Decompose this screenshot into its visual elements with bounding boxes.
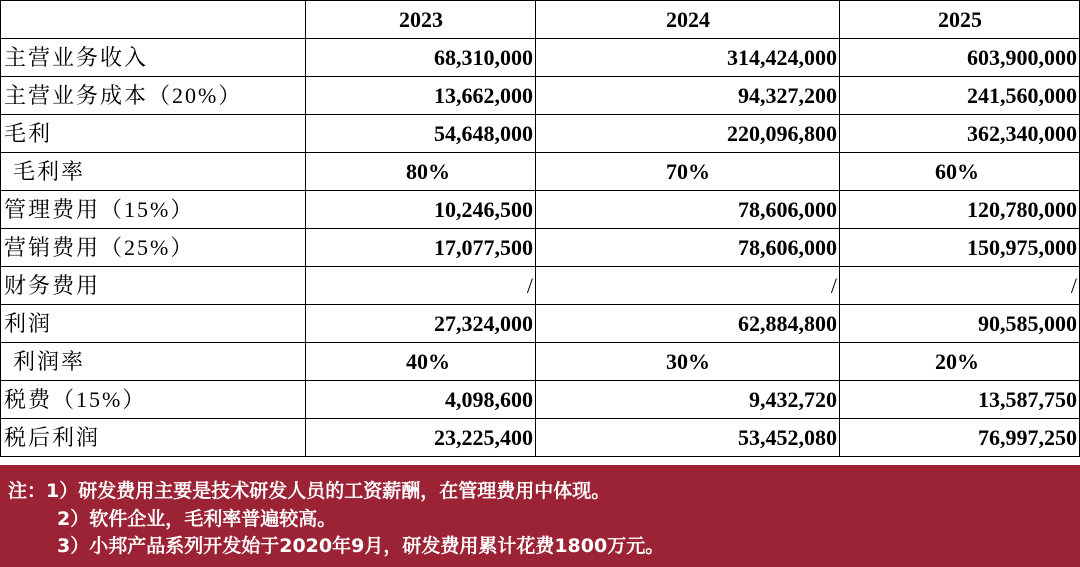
cell-2024: /: [536, 267, 840, 305]
row-label: 主营业务收入: [1, 39, 306, 77]
cell-2024: 94,327,200: [536, 77, 840, 115]
cell-2025: 13,587,750: [840, 381, 1080, 419]
cell-2024: 314,424,000: [536, 39, 840, 77]
cell-2025: 90,585,000: [840, 305, 1080, 343]
cell-2025: 241,560,000: [840, 77, 1080, 115]
cell-2024: 9,432,720: [536, 381, 840, 419]
row-profit-margin: [1, 343, 1080, 381]
row-label: 营销费用（25%）: [1, 229, 306, 267]
row-profit: [1, 305, 1080, 343]
cell-2024: 78,606,000: [536, 229, 840, 267]
row-tax: [1, 381, 1080, 419]
row-finance-expense: [1, 267, 1080, 305]
cell-2023: 80%: [306, 153, 536, 191]
row-label: 管理费用（15%）: [1, 191, 306, 229]
note-line-2: 2）软件企业，毛利率普遍较高。: [57, 508, 337, 530]
row-gross-margin: [1, 153, 1080, 191]
cell-2024: 53,452,080: [536, 419, 840, 457]
cell-2025: /: [840, 267, 1080, 305]
cell-2023: 40%: [306, 343, 536, 381]
note-line-3: 3）小邦产品系列开发始于2020年9月，研发费用累计花费1800万元。: [57, 535, 665, 557]
row-gross-profit: [1, 115, 1080, 153]
cell-2023: 13,662,000: [306, 77, 536, 115]
cell-2023: 23,225,400: [306, 419, 536, 457]
header-year-2025: 2025: [840, 1, 1080, 39]
cell-2025: 603,900,000: [840, 39, 1080, 77]
cell-2025: 76,997,250: [840, 419, 1080, 457]
cell-2025: 120,780,000: [840, 191, 1080, 229]
header-row: [1, 1, 1080, 39]
cell-2023: 4,098,600: [306, 381, 536, 419]
cell-2024: 30%: [536, 343, 840, 381]
cell-2025: 150,975,000: [840, 229, 1080, 267]
cell-2023: 10,246,500: [306, 191, 536, 229]
row-main-cost: [1, 77, 1080, 115]
row-label: 财务费用: [1, 267, 306, 305]
row-label: 毛利: [1, 115, 306, 153]
notes-banner: [0, 465, 1080, 567]
header-year-2024: 2024: [536, 1, 840, 39]
cell-2024: 220,096,800: [536, 115, 840, 153]
cell-2023: 54,648,000: [306, 115, 536, 153]
cell-2025: 20%: [840, 343, 1080, 381]
cell-2023: 17,077,500: [306, 229, 536, 267]
row-label: 毛利率: [1, 153, 306, 191]
cell-2024: 70%: [536, 153, 840, 191]
cell-2025: 362,340,000: [840, 115, 1080, 153]
cell-2024: 78,606,000: [536, 191, 840, 229]
cell-2025: 60%: [840, 153, 1080, 191]
row-label: 利润率: [1, 343, 306, 381]
row-label: 利润: [1, 305, 306, 343]
row-label: 税费（15%）: [1, 381, 306, 419]
cell-2024: 62,884,800: [536, 305, 840, 343]
header-year-2023: 2023: [306, 1, 536, 39]
cell-2023: 27,324,000: [306, 305, 536, 343]
cell-2023: 68,310,000: [306, 39, 536, 77]
row-marketing-expense: [1, 229, 1080, 267]
row-admin-expense: [1, 191, 1080, 229]
row-label: 税后利润: [1, 419, 306, 457]
row-label: 主营业务成本（20%）: [1, 77, 306, 115]
cell-2023: /: [306, 267, 536, 305]
note-line-1: 注：1）研发费用主要是技术研发人员的工资薪酬，在管理费用中体现。: [8, 480, 611, 502]
header-blank-cell: [1, 1, 306, 39]
row-main-revenue: [1, 39, 1080, 77]
row-net-profit: [1, 419, 1080, 457]
